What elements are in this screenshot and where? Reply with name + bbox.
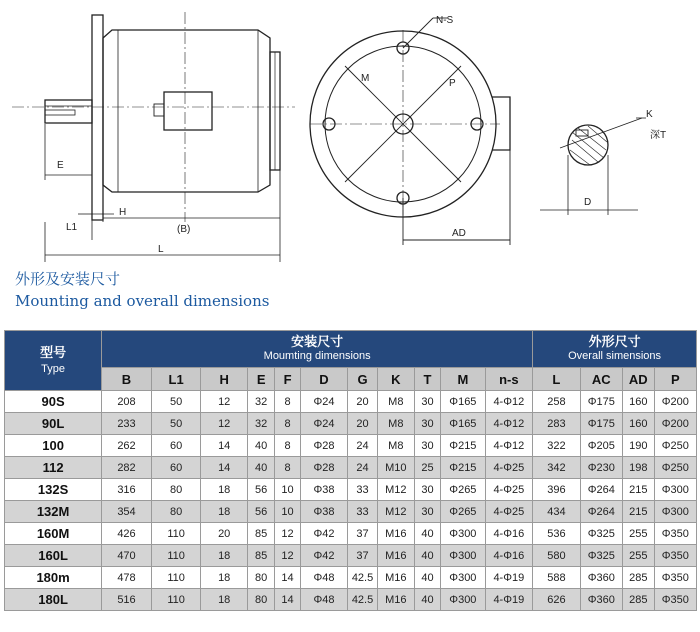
- value-cell: 30: [414, 479, 440, 501]
- value-cell: Φ264: [580, 479, 622, 501]
- value-cell: 322: [533, 435, 581, 457]
- label-d: D: [584, 197, 592, 208]
- value-cell: Φ200: [654, 391, 696, 413]
- value-cell: Φ350: [654, 589, 696, 611]
- column-header: E: [247, 368, 274, 391]
- value-cell: Φ300: [654, 479, 696, 501]
- column-header: D: [300, 368, 348, 391]
- label-l1: L1: [66, 222, 78, 233]
- model-cell: 160M: [5, 523, 102, 545]
- value-cell: 4-Φ12: [485, 391, 533, 413]
- table-row: [5, 391, 697, 413]
- value-cell: M16: [377, 589, 414, 611]
- value-cell: Φ300: [441, 567, 485, 589]
- value-cell: 30: [414, 435, 440, 457]
- column-header: F: [275, 368, 300, 391]
- value-cell: 60: [151, 457, 201, 479]
- value-cell: Φ205: [580, 435, 622, 457]
- column-header: H: [201, 368, 247, 391]
- value-cell: 354: [102, 501, 152, 523]
- value-cell: 198: [622, 457, 654, 479]
- table-row: [5, 589, 697, 611]
- dimension-table: [4, 330, 697, 611]
- column-header: AC: [580, 368, 622, 391]
- value-cell: 40: [414, 567, 440, 589]
- value-cell: Φ175: [580, 391, 622, 413]
- value-cell: M16: [377, 545, 414, 567]
- value-cell: 4-Φ19: [485, 589, 533, 611]
- value-cell: 85: [247, 523, 274, 545]
- value-cell: 215: [622, 479, 654, 501]
- value-cell: 233: [102, 413, 152, 435]
- value-cell: M16: [377, 523, 414, 545]
- table-row: [5, 545, 697, 567]
- value-cell: 14: [275, 567, 300, 589]
- value-cell: 42.5: [348, 567, 378, 589]
- value-cell: Φ42: [300, 545, 348, 567]
- value-cell: 536: [533, 523, 581, 545]
- value-cell: 470: [102, 545, 152, 567]
- type-header: [5, 331, 102, 391]
- value-cell: Φ165: [441, 413, 485, 435]
- value-cell: 4-Φ16: [485, 523, 533, 545]
- value-cell: Φ264: [580, 501, 622, 523]
- value-cell: Φ300: [441, 523, 485, 545]
- value-cell: 4-Φ12: [485, 413, 533, 435]
- value-cell: 42.5: [348, 589, 378, 611]
- value-cell: Φ265: [441, 479, 485, 501]
- value-cell: Φ215: [441, 457, 485, 479]
- value-cell: 24: [348, 435, 378, 457]
- table-row: [5, 479, 697, 501]
- mounting-header-cn: 安装尺寸: [291, 334, 344, 349]
- value-cell: M12: [377, 479, 414, 501]
- column-header: M: [441, 368, 485, 391]
- column-header: T: [414, 368, 440, 391]
- value-cell: 626: [533, 589, 581, 611]
- column-header-row: [5, 368, 697, 391]
- title-english: Mounting and overall dimensions: [15, 292, 270, 310]
- column-header: L1: [151, 368, 201, 391]
- value-cell: 396: [533, 479, 581, 501]
- value-cell: M8: [377, 413, 414, 435]
- value-cell: 208: [102, 391, 152, 413]
- value-cell: M8: [377, 435, 414, 457]
- value-cell: 18: [201, 501, 247, 523]
- value-cell: Φ28: [300, 457, 348, 479]
- model-cell: 90L: [5, 413, 102, 435]
- column-header: AD: [622, 368, 654, 391]
- value-cell: Φ325: [580, 523, 622, 545]
- value-cell: 580: [533, 545, 581, 567]
- overall-group-header: [533, 331, 697, 368]
- label-depth-t: 深T: [650, 130, 667, 141]
- value-cell: 40: [414, 545, 440, 567]
- value-cell: 478: [102, 567, 152, 589]
- column-header: L: [533, 368, 581, 391]
- value-cell: 37: [348, 545, 378, 567]
- value-cell: 14: [201, 435, 247, 457]
- motor-dimension-drawing: [0, 0, 700, 265]
- model-cell: 100: [5, 435, 102, 457]
- value-cell: Φ250: [654, 457, 696, 479]
- label-m: M: [361, 73, 370, 84]
- model-cell: 180L: [5, 589, 102, 611]
- value-cell: 8: [275, 413, 300, 435]
- value-cell: 18: [201, 545, 247, 567]
- model-cell: 180m: [5, 567, 102, 589]
- value-cell: Φ350: [654, 545, 696, 567]
- value-cell: 10: [275, 501, 300, 523]
- value-cell: 80: [151, 479, 201, 501]
- type-header-cn: 型号: [40, 344, 67, 360]
- value-cell: 37: [348, 523, 378, 545]
- label-k: K: [646, 109, 653, 120]
- value-cell: Φ350: [654, 523, 696, 545]
- value-cell: 255: [622, 523, 654, 545]
- value-cell: M10: [377, 457, 414, 479]
- value-cell: 8: [275, 457, 300, 479]
- column-header: P: [654, 368, 696, 391]
- value-cell: Φ360: [580, 567, 622, 589]
- value-cell: 30: [414, 413, 440, 435]
- table-body: [5, 391, 697, 611]
- value-cell: Φ200: [654, 413, 696, 435]
- value-cell: 8: [275, 435, 300, 457]
- label-l: L: [158, 244, 164, 255]
- value-cell: 56: [247, 501, 274, 523]
- value-cell: Φ360: [580, 589, 622, 611]
- value-cell: 342: [533, 457, 581, 479]
- value-cell: 20: [348, 413, 378, 435]
- type-header-en: Type: [41, 362, 66, 375]
- value-cell: Φ42: [300, 523, 348, 545]
- value-cell: 434: [533, 501, 581, 523]
- value-cell: 18: [201, 479, 247, 501]
- overall-header-en: Overall simensions: [568, 350, 662, 362]
- value-cell: 33: [348, 479, 378, 501]
- label-h: H: [119, 207, 127, 218]
- label-b: (B): [177, 224, 191, 235]
- value-cell: Φ48: [300, 567, 348, 589]
- value-cell: 283: [533, 413, 581, 435]
- value-cell: Φ48: [300, 589, 348, 611]
- value-cell: 110: [151, 545, 201, 567]
- value-cell: 285: [622, 589, 654, 611]
- model-cell: 112: [5, 457, 102, 479]
- value-cell: 60: [151, 435, 201, 457]
- value-cell: 18: [201, 589, 247, 611]
- value-cell: 14: [201, 457, 247, 479]
- table-row: [5, 501, 697, 523]
- value-cell: 160: [622, 413, 654, 435]
- value-cell: Φ250: [654, 435, 696, 457]
- value-cell: 40: [247, 457, 274, 479]
- column-header: B: [102, 368, 152, 391]
- value-cell: 20: [348, 391, 378, 413]
- value-cell: 4-Φ12: [485, 435, 533, 457]
- value-cell: 588: [533, 567, 581, 589]
- value-cell: 4-Φ16: [485, 545, 533, 567]
- value-cell: Φ24: [300, 413, 348, 435]
- value-cell: 32: [247, 391, 274, 413]
- value-cell: 12: [275, 523, 300, 545]
- mounting-header-en: Moumting dimensions: [263, 350, 371, 362]
- value-cell: 215: [622, 501, 654, 523]
- value-cell: Φ24: [300, 391, 348, 413]
- value-cell: 110: [151, 589, 201, 611]
- label-e: E: [57, 160, 64, 171]
- table-row: [5, 413, 697, 435]
- table-row: [5, 523, 697, 545]
- value-cell: 30: [414, 391, 440, 413]
- value-cell: Φ38: [300, 501, 348, 523]
- value-cell: 30: [414, 501, 440, 523]
- label-ns: N-S: [436, 15, 454, 26]
- table-row: [5, 457, 697, 479]
- value-cell: 190: [622, 435, 654, 457]
- title-chinese: 外形及安装尺寸: [15, 270, 121, 288]
- value-cell: 316: [102, 479, 152, 501]
- model-cell: 132M: [5, 501, 102, 523]
- section-heading: [15, 268, 615, 312]
- value-cell: 426: [102, 523, 152, 545]
- mounting-group-header: [102, 331, 533, 368]
- value-cell: 12: [201, 413, 247, 435]
- value-cell: 40: [414, 523, 440, 545]
- value-cell: 282: [102, 457, 152, 479]
- table-row: [5, 567, 697, 589]
- value-cell: M8: [377, 391, 414, 413]
- model-cell: 132S: [5, 479, 102, 501]
- value-cell: 33: [348, 501, 378, 523]
- value-cell: 12: [201, 391, 247, 413]
- value-cell: Φ215: [441, 435, 485, 457]
- value-cell: 80: [247, 567, 274, 589]
- value-cell: 40: [414, 589, 440, 611]
- value-cell: 85: [247, 545, 274, 567]
- value-cell: 40: [247, 435, 274, 457]
- value-cell: 18: [201, 567, 247, 589]
- value-cell: 32: [247, 413, 274, 435]
- value-cell: 56: [247, 479, 274, 501]
- value-cell: 516: [102, 589, 152, 611]
- value-cell: 25: [414, 457, 440, 479]
- value-cell: Φ300: [441, 589, 485, 611]
- value-cell: Φ230: [580, 457, 622, 479]
- value-cell: 10: [275, 479, 300, 501]
- value-cell: M12: [377, 501, 414, 523]
- model-cell: 160L: [5, 545, 102, 567]
- model-cell: 90S: [5, 391, 102, 413]
- value-cell: 80: [151, 501, 201, 523]
- value-cell: Φ38: [300, 479, 348, 501]
- value-cell: Φ175: [580, 413, 622, 435]
- value-cell: M16: [377, 567, 414, 589]
- value-cell: 110: [151, 567, 201, 589]
- value-cell: 4-Φ19: [485, 567, 533, 589]
- value-cell: 110: [151, 523, 201, 545]
- value-cell: 285: [622, 567, 654, 589]
- value-cell: 24: [348, 457, 378, 479]
- value-cell: 4-Φ25: [485, 501, 533, 523]
- value-cell: Φ28: [300, 435, 348, 457]
- value-cell: 20: [201, 523, 247, 545]
- value-cell: 4-Φ25: [485, 479, 533, 501]
- value-cell: Φ300: [654, 501, 696, 523]
- value-cell: 258: [533, 391, 581, 413]
- value-cell: 262: [102, 435, 152, 457]
- value-cell: 255: [622, 545, 654, 567]
- label-ad: AD: [452, 228, 466, 239]
- column-header: n-s: [485, 368, 533, 391]
- value-cell: 50: [151, 413, 201, 435]
- value-cell: 8: [275, 391, 300, 413]
- value-cell: Φ165: [441, 391, 485, 413]
- column-header: K: [377, 368, 414, 391]
- value-cell: Φ300: [441, 545, 485, 567]
- value-cell: 4-Φ25: [485, 457, 533, 479]
- value-cell: Φ265: [441, 501, 485, 523]
- table-row: [5, 435, 697, 457]
- value-cell: Φ350: [654, 567, 696, 589]
- column-header: G: [348, 368, 378, 391]
- value-cell: 12: [275, 545, 300, 567]
- overall-header-cn: 外形尺寸: [588, 334, 641, 349]
- value-cell: Φ325: [580, 545, 622, 567]
- value-cell: 14: [275, 589, 300, 611]
- value-cell: 50: [151, 391, 201, 413]
- value-cell: 160: [622, 391, 654, 413]
- label-p: P: [449, 78, 456, 89]
- value-cell: 80: [247, 589, 274, 611]
